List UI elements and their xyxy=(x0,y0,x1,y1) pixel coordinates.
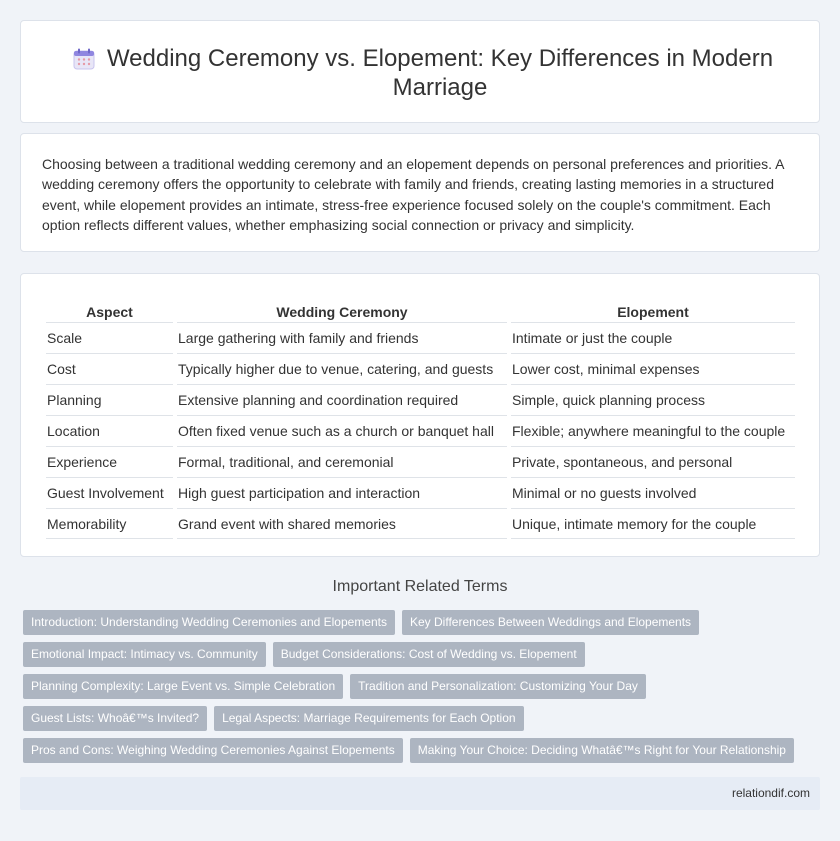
table-cell: Formal, traditional, and ceremonial xyxy=(177,446,507,477)
related-term-tag[interactable]: Making Your Choice: Deciding Whatâ€™s Right for Your Relationship xyxy=(410,738,794,763)
header-wedding: Wedding Ceremony xyxy=(276,304,408,320)
footer-site-link[interactable]: relationdif.com xyxy=(731,786,810,800)
table-cell: High guest participation and interaction xyxy=(177,477,507,508)
table-row xyxy=(46,353,795,384)
related-term-tag[interactable]: Pros and Cons: Weighing Wedding Ceremonies Against Elopements xyxy=(23,738,403,763)
table-cell: Guest Involvement xyxy=(46,477,173,508)
header-card xyxy=(20,20,820,123)
table-header-row xyxy=(46,294,795,322)
related-term-tag[interactable]: Budget Considerations: Cost of Wedding vs. Elopement xyxy=(273,642,585,667)
related-term-tag[interactable]: Planning Complexity: Large Event vs. Simple Celebration xyxy=(23,674,343,699)
table-cell: Private, spontaneous, and personal xyxy=(511,446,795,477)
table-cell: Intimate or just the couple xyxy=(511,322,795,353)
table-cell: Unique, intimate memory for the couple xyxy=(511,508,795,539)
table-cell: Cost xyxy=(46,353,173,384)
table-cell: Minimal or no guests involved xyxy=(511,477,795,508)
tag-row xyxy=(23,610,813,642)
table-row xyxy=(46,415,795,446)
table-cell: Often fixed venue such as a church or banquet hall xyxy=(177,415,507,446)
table-cell: Grand event with shared memories xyxy=(177,508,507,539)
comparison-card xyxy=(20,273,820,557)
table-cell: Extensive planning and coordination required xyxy=(177,384,507,415)
table-cell: Experience xyxy=(46,446,173,477)
page-title: Wedding Ceremony vs. Elopement: Key Differences in Modern Marriage xyxy=(106,45,774,101)
related-terms-list xyxy=(23,610,813,770)
table-cell: Lower cost, minimal expenses xyxy=(511,353,795,384)
related-terms-title: Important Related Terms xyxy=(332,578,508,595)
intro-text: Choosing between a traditional wedding ceremony and an elopement depends on personal preferences and priorities. A wedding ceremony offers the opportunity to celebrate with family and friends, creating lasting memories in a structured event, while elopement provides an intimate, stress-free experience focused solely on the couple's commitment. Each option reflects different values, whether emphasizing social connection or privacy and simplicity. xyxy=(42,156,784,233)
related-term-tag[interactable]: Key Differences Between Weddings and Elopements xyxy=(402,610,699,635)
table-cell: Flexible; anywhere meaningful to the couple xyxy=(511,415,795,446)
table-row xyxy=(46,508,795,539)
tag-row xyxy=(23,738,813,770)
tag-row xyxy=(23,642,813,674)
related-term-tag[interactable]: Legal Aspects: Marriage Requirements for Each Option xyxy=(214,706,523,731)
tag-row xyxy=(23,706,813,738)
table-row xyxy=(46,384,795,415)
footer xyxy=(20,777,820,810)
related-term-tag[interactable]: Tradition and Personalization: Customizing Your Day xyxy=(350,674,646,699)
table-row xyxy=(46,446,795,477)
header-aspect: Aspect xyxy=(86,304,133,320)
related-term-tag[interactable]: Guest Lists: Whoâ€™s Invited? xyxy=(23,706,207,731)
table-row xyxy=(46,477,795,508)
table-cell: Location xyxy=(46,415,173,446)
header-elopement: Elopement xyxy=(617,304,689,320)
table-cell: Typically higher due to venue, catering, and guests xyxy=(177,353,507,384)
intro-card xyxy=(20,133,820,252)
table-cell: Scale xyxy=(46,322,173,353)
table-row xyxy=(46,322,795,353)
table-cell: Memorability xyxy=(46,508,173,539)
table-cell: Simple, quick planning process xyxy=(511,384,795,415)
comparison-table xyxy=(42,294,799,539)
table-cell: Large gathering with family and friends xyxy=(177,322,507,353)
tag-row xyxy=(23,674,813,706)
related-term-tag[interactable]: Emotional Impact: Intimacy vs. Community xyxy=(23,642,266,667)
table-cell: Planning xyxy=(46,384,173,415)
related-term-tag[interactable]: Introduction: Understanding Wedding Ceremonies and Elopements xyxy=(23,610,395,635)
